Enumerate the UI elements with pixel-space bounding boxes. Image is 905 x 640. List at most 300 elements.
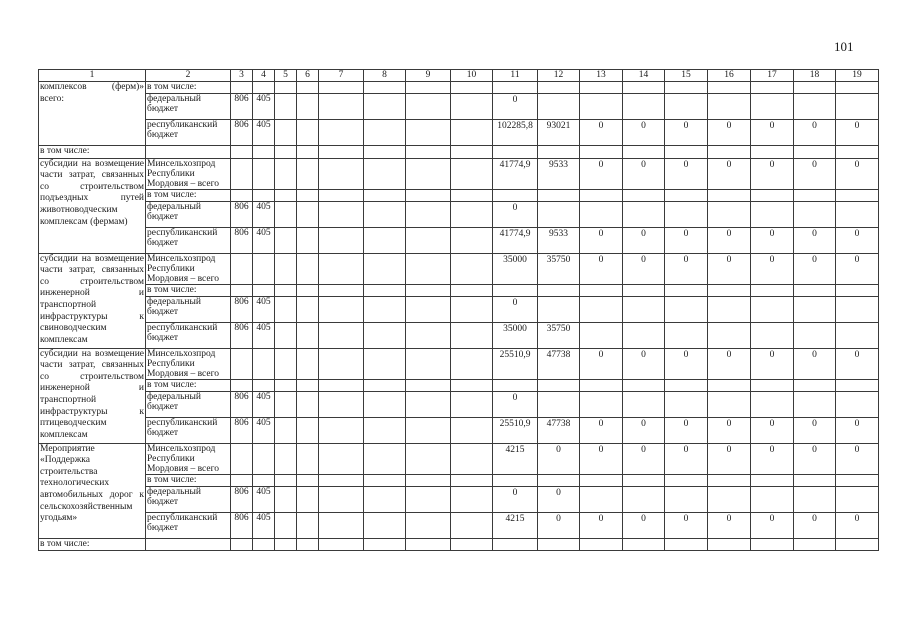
value-cell (794, 379, 836, 391)
value-cell (623, 391, 665, 417)
empty-cell (275, 284, 297, 296)
value-cell (836, 284, 879, 296)
empty-cell (665, 146, 708, 159)
table-row (39, 474, 879, 486)
header-cell: 8 (364, 70, 406, 82)
value-cell (580, 474, 623, 486)
empty-cell (297, 253, 319, 284)
value-cell (708, 322, 751, 348)
code-cell: 806 (231, 512, 253, 538)
empty-cell (364, 158, 406, 189)
header-cell: 16 (708, 70, 751, 82)
code-cell (231, 253, 253, 284)
code-cell: 806 (231, 322, 253, 348)
value-cell: 0 (836, 253, 879, 284)
section-label: в том числе: (39, 146, 146, 159)
value-cell: 0 (794, 443, 836, 474)
value-cell: 0 (708, 158, 751, 189)
table-row (39, 189, 879, 201)
empty-cell (406, 158, 451, 189)
value-cell: 0 (623, 253, 665, 284)
value-cell: 0 (623, 512, 665, 538)
code-cell (231, 189, 253, 201)
empty-cell (319, 417, 364, 443)
empty-cell (319, 253, 364, 284)
header-cell: 18 (794, 70, 836, 82)
budget-table (38, 69, 879, 551)
value-cell: 0 (580, 227, 623, 253)
value-cell (836, 474, 879, 486)
code-cell: 806 (231, 94, 253, 120)
table-row (39, 512, 879, 538)
header-cell: 12 (538, 70, 580, 82)
empty-cell (364, 284, 406, 296)
empty-cell (364, 486, 406, 512)
value-cell: 35000 (493, 322, 538, 348)
empty-cell (493, 146, 538, 159)
empty-cell (319, 379, 364, 391)
code-cell (253, 379, 275, 391)
empty-cell (794, 538, 836, 551)
value-cell: 0 (836, 348, 879, 379)
empty-cell (406, 284, 451, 296)
value-cell (580, 189, 623, 201)
value-cell (836, 94, 879, 120)
empty-cell (275, 82, 297, 94)
value-cell (708, 391, 751, 417)
empty-cell (623, 538, 665, 551)
empty-cell (451, 227, 493, 253)
empty-cell (253, 146, 275, 159)
table-row (39, 253, 879, 284)
empty-cell (451, 146, 493, 159)
value-cell (665, 296, 708, 322)
empty-cell (836, 146, 879, 159)
empty-cell (319, 158, 364, 189)
header-row (39, 70, 879, 82)
value-cell (665, 82, 708, 94)
code-cell (253, 189, 275, 201)
value-cell (493, 474, 538, 486)
value-cell (794, 474, 836, 486)
value-cell (493, 379, 538, 391)
empty-cell (319, 348, 364, 379)
empty-cell (364, 82, 406, 94)
empty-cell (297, 417, 319, 443)
code-cell (253, 158, 275, 189)
value-cell: 0 (580, 120, 623, 146)
empty-cell (451, 486, 493, 512)
header-cell: 5 (275, 70, 297, 82)
empty-cell (493, 538, 538, 551)
value-cell (623, 189, 665, 201)
empty-cell (319, 296, 364, 322)
code-cell: 806 (231, 120, 253, 146)
value-cell (623, 201, 665, 227)
empty-cell (406, 538, 451, 551)
value-cell: 35750 (538, 253, 580, 284)
value-cell (794, 201, 836, 227)
code-cell (253, 474, 275, 486)
value-cell: 4215 (493, 512, 538, 538)
value-cell: 0 (580, 253, 623, 284)
table-row (39, 158, 879, 189)
value-cell: 35000 (493, 253, 538, 284)
source-cell: республиканский бюджет (146, 227, 231, 253)
code-cell (231, 474, 253, 486)
value-cell (623, 94, 665, 120)
value-cell: 0 (708, 227, 751, 253)
value-cell (665, 486, 708, 512)
value-cell (665, 201, 708, 227)
value-cell: 0 (493, 201, 538, 227)
empty-cell (451, 94, 493, 120)
empty-cell (406, 296, 451, 322)
empty-cell (364, 417, 406, 443)
code-cell: 806 (231, 417, 253, 443)
value-cell (580, 486, 623, 512)
value-cell: 0 (794, 227, 836, 253)
code-cell: 405 (253, 512, 275, 538)
value-cell (794, 486, 836, 512)
empty-cell (319, 146, 364, 159)
source-cell: в том числе: (146, 82, 231, 94)
value-cell: 0 (794, 158, 836, 189)
value-cell (836, 322, 879, 348)
value-cell (751, 296, 794, 322)
table-row (39, 322, 879, 348)
source-cell: федеральный бюджет (146, 296, 231, 322)
value-cell: 0 (665, 227, 708, 253)
value-cell (580, 296, 623, 322)
code-cell: 806 (231, 486, 253, 512)
source-cell: республиканский бюджет (146, 120, 231, 146)
source-cell: в том числе: (146, 284, 231, 296)
empty-cell (275, 379, 297, 391)
empty-cell (275, 443, 297, 474)
empty-cell (364, 512, 406, 538)
source-cell: в том числе: (146, 189, 231, 201)
value-cell (751, 94, 794, 120)
header-cell: 13 (580, 70, 623, 82)
value-cell: 25510,9 (493, 417, 538, 443)
empty-cell (275, 120, 297, 146)
value-cell: 0 (708, 512, 751, 538)
empty-cell (451, 120, 493, 146)
value-cell (836, 391, 879, 417)
empty-cell (406, 201, 451, 227)
value-cell (751, 379, 794, 391)
code-cell (231, 158, 253, 189)
source-cell: Минсельхозпрод Республики Мордовия – всего (146, 443, 231, 474)
value-cell: 0 (708, 417, 751, 443)
empty-cell (297, 189, 319, 201)
value-cell (708, 284, 751, 296)
table-row (39, 284, 879, 296)
program-cell: комплексов (ферм)» всего: (39, 82, 146, 146)
value-cell: 0 (794, 417, 836, 443)
value-cell: 93021 (538, 120, 580, 146)
value-cell: 47738 (538, 348, 580, 379)
table-row (39, 94, 879, 120)
empty-cell (319, 82, 364, 94)
empty-cell (406, 379, 451, 391)
empty-cell (275, 486, 297, 512)
empty-cell (275, 512, 297, 538)
value-cell (580, 94, 623, 120)
code-cell: 405 (253, 94, 275, 120)
header-cell: 6 (297, 70, 319, 82)
value-cell (493, 284, 538, 296)
value-cell (836, 82, 879, 94)
value-cell: 0 (623, 120, 665, 146)
empty-cell (297, 146, 319, 159)
header-cell: 14 (623, 70, 665, 82)
empty-cell (297, 486, 319, 512)
value-cell (580, 322, 623, 348)
empty-cell (406, 486, 451, 512)
value-cell: 0 (580, 443, 623, 474)
value-cell (794, 189, 836, 201)
empty-cell (751, 146, 794, 159)
value-cell (794, 391, 836, 417)
code-cell (231, 82, 253, 94)
code-cell: 405 (253, 227, 275, 253)
header-cell: 3 (231, 70, 253, 82)
empty-cell (406, 443, 451, 474)
header-cell: 19 (836, 70, 879, 82)
empty-cell (451, 201, 493, 227)
empty-cell (406, 82, 451, 94)
program-cell: субсидии на возмещение части затрат, связанных со строительством инженерной и транспортной инфраструктуры к птицеводческим комплексам (39, 348, 146, 443)
program-cell: субсидии на возмещение части затрат, связанных со строительством инженерной и транспортной инфраструктуры к свиноводческим комплексам (39, 253, 146, 348)
empty-cell (275, 474, 297, 486)
empty-cell (275, 538, 297, 551)
empty-cell (406, 189, 451, 201)
value-cell: 0 (836, 158, 879, 189)
value-cell: 0 (751, 227, 794, 253)
empty-cell (708, 538, 751, 551)
empty-cell (319, 474, 364, 486)
empty-cell (451, 391, 493, 417)
value-cell: 0 (836, 417, 879, 443)
empty-cell (364, 348, 406, 379)
table-row (39, 391, 879, 417)
source-cell: федеральный бюджет (146, 486, 231, 512)
header-cell: 7 (319, 70, 364, 82)
value-cell (665, 94, 708, 120)
code-cell (231, 443, 253, 474)
value-cell (580, 284, 623, 296)
value-cell: 0 (836, 512, 879, 538)
empty-cell (297, 284, 319, 296)
value-cell (580, 379, 623, 391)
empty-cell (146, 146, 231, 159)
value-cell (708, 201, 751, 227)
code-cell: 405 (253, 296, 275, 322)
empty-cell (364, 146, 406, 159)
value-cell (665, 322, 708, 348)
header-cell: 1 (39, 70, 146, 82)
empty-cell (297, 296, 319, 322)
value-cell (836, 201, 879, 227)
source-cell: в том числе: (146, 474, 231, 486)
value-cell: 0 (708, 120, 751, 146)
empty-cell (275, 322, 297, 348)
value-cell: 0 (538, 486, 580, 512)
value-cell (623, 284, 665, 296)
empty-cell (364, 120, 406, 146)
table-row (39, 201, 879, 227)
value-cell: 9533 (538, 158, 580, 189)
value-cell (708, 82, 751, 94)
empty-cell (297, 348, 319, 379)
code-cell: 405 (253, 201, 275, 227)
value-cell: 0 (580, 512, 623, 538)
empty-cell (364, 474, 406, 486)
value-cell: 0 (493, 391, 538, 417)
empty-cell (319, 189, 364, 201)
empty-cell (319, 201, 364, 227)
value-cell (665, 474, 708, 486)
value-cell: 0 (665, 120, 708, 146)
value-cell: 0 (580, 158, 623, 189)
value-cell: 0 (794, 253, 836, 284)
empty-cell (364, 253, 406, 284)
value-cell (623, 296, 665, 322)
code-cell (253, 348, 275, 379)
value-cell (493, 82, 538, 94)
empty-cell (580, 538, 623, 551)
empty-cell (319, 512, 364, 538)
value-cell: 0 (751, 158, 794, 189)
value-cell: 0 (623, 443, 665, 474)
code-cell (231, 348, 253, 379)
value-cell (751, 201, 794, 227)
value-cell: 0 (623, 417, 665, 443)
value-cell (751, 391, 794, 417)
value-cell (538, 284, 580, 296)
empty-cell (297, 201, 319, 227)
empty-cell (146, 538, 231, 551)
code-cell (231, 284, 253, 296)
empty-cell (406, 512, 451, 538)
value-cell: 0 (665, 158, 708, 189)
value-cell: 0 (836, 120, 879, 146)
value-cell (836, 189, 879, 201)
source-cell: республиканский бюджет (146, 512, 231, 538)
value-cell: 0 (538, 443, 580, 474)
empty-cell (297, 391, 319, 417)
value-cell (538, 379, 580, 391)
value-cell (538, 82, 580, 94)
value-cell (794, 94, 836, 120)
value-cell: 0 (751, 512, 794, 538)
empty-cell (451, 284, 493, 296)
header-cell: 10 (451, 70, 493, 82)
empty-cell (297, 120, 319, 146)
empty-cell (451, 417, 493, 443)
value-cell (708, 94, 751, 120)
empty-cell (364, 379, 406, 391)
header-cell: 11 (493, 70, 538, 82)
value-cell: 0 (794, 512, 836, 538)
section-label: в том числе: (39, 538, 146, 551)
empty-cell (406, 227, 451, 253)
empty-cell (275, 201, 297, 227)
value-cell (751, 189, 794, 201)
value-cell (665, 284, 708, 296)
value-cell: 0 (623, 227, 665, 253)
value-cell (538, 94, 580, 120)
empty-cell (275, 158, 297, 189)
value-cell (708, 379, 751, 391)
empty-cell (275, 146, 297, 159)
empty-cell (364, 227, 406, 253)
empty-cell (297, 538, 319, 551)
empty-cell (406, 474, 451, 486)
empty-cell (451, 82, 493, 94)
program-cell: субсидии на возмещение части затрат, связанных со строительством подъездных путей животноводческим комплексам (фермам) (39, 158, 146, 253)
empty-cell (275, 227, 297, 253)
empty-cell (275, 296, 297, 322)
empty-cell (364, 443, 406, 474)
value-cell (751, 284, 794, 296)
value-cell: 0 (580, 348, 623, 379)
empty-cell (364, 94, 406, 120)
empty-cell (275, 94, 297, 120)
empty-cell (580, 146, 623, 159)
value-cell: 0 (751, 348, 794, 379)
value-cell: 0 (751, 443, 794, 474)
empty-cell (364, 538, 406, 551)
empty-cell (451, 158, 493, 189)
value-cell: 0 (751, 120, 794, 146)
value-cell: 0 (836, 443, 879, 474)
value-cell: 0 (665, 443, 708, 474)
value-cell (665, 391, 708, 417)
source-cell: Минсельхозпрод Республики Мордовия – всего (146, 158, 231, 189)
empty-cell (364, 201, 406, 227)
value-cell (794, 322, 836, 348)
table-row (39, 379, 879, 391)
value-cell (665, 189, 708, 201)
empty-cell (319, 538, 364, 551)
table-row (39, 443, 879, 474)
table-row (39, 227, 879, 253)
table-row (39, 82, 879, 94)
value-cell: 47738 (538, 417, 580, 443)
value-cell (623, 379, 665, 391)
empty-cell (406, 94, 451, 120)
code-cell: 806 (231, 296, 253, 322)
value-cell (493, 189, 538, 201)
empty-cell (231, 146, 253, 159)
empty-cell (708, 146, 751, 159)
value-cell (751, 486, 794, 512)
empty-cell (319, 391, 364, 417)
value-cell (751, 322, 794, 348)
empty-cell (275, 391, 297, 417)
empty-cell (319, 322, 364, 348)
value-cell: 0 (665, 417, 708, 443)
value-cell (794, 284, 836, 296)
empty-cell (794, 146, 836, 159)
value-cell (836, 379, 879, 391)
empty-cell (364, 322, 406, 348)
source-cell: в том числе: (146, 379, 231, 391)
empty-cell (275, 348, 297, 379)
